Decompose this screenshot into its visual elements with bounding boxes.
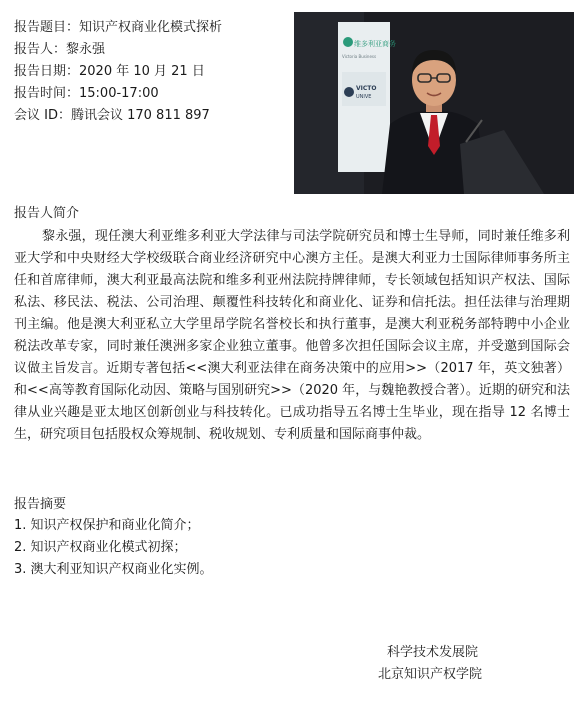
banner-text: 维多利亚商务 xyxy=(354,40,396,48)
abstract-item: 2. 知识产权商业化模式初探； xyxy=(14,540,187,555)
organizer-institute: 科学技术发展院 xyxy=(387,645,479,660)
report-time: 报告时间：15:00-17:00 xyxy=(14,86,159,101)
abstract-list xyxy=(14,515,213,581)
university-emblem-icon xyxy=(344,87,354,97)
report-speaker: 报告人：黎永强 xyxy=(14,42,106,57)
university-subtext: UNIVE xyxy=(356,94,372,100)
abstract-item: 1. 知识产权保护和商业化简介； xyxy=(14,518,200,533)
report-date: 报告日期：2020 年 10 月 21 日 xyxy=(14,64,205,79)
speaker-photo-illustration xyxy=(294,12,574,194)
banner-logo-icon xyxy=(343,37,353,47)
bio-text: 黎永强，现任澳大利亚维多利亚大学法律与司法学院研究员和博士生导师，同时兼任维多利亚大学和中央财经大学校级联合商业经济研究中心澳方主任。是澳大利亚力士国际律师事务所主任和首席律师，澳大利亚最高法院和维多利亚州法院持牌律师，专长领域包括知识产权法、国际私法、移民法、税法、公司治理、颠覆性科技转化和商业化、证券和信托法。担任法律与治理期刊主编。他是澳大利亚私立大学里昂学院名誉校长和执行董事，是澳大利亚税务部特聘中小企业税法改革专家，同时兼任澳洲多家企业独立董事。他曾多次担任国际会议主席，并受邀到国际会议做主旨发言。近期专著包括<<澳大利亚法律在商务决策中的应用>>（2017 年，英文独著）和<<高等教育国际化动因、策略与国别研究>>（2020 年，与魏艳教授合著）。近期的研究和法律从业兴趣是亚太地区创新创业与科技转化。已成功指导五名博士生毕业，现在指导 12 名博士生，研究项目包括股权众筹规制、税收规划、专利质量和国际商事仲裁。 xyxy=(14,229,570,442)
bio-heading: 报告人简介 xyxy=(14,206,80,221)
report-info xyxy=(14,17,284,127)
meeting-id: 会议 ID：腾讯会议 170 811 897 xyxy=(14,108,210,123)
banner-subtext: Victoria Business xyxy=(342,54,377,59)
speaker-photo xyxy=(294,12,574,194)
abstract-heading: 报告摘要 xyxy=(14,497,67,512)
abstract-item: 3. 澳大利亚知识产权商业化实例。 xyxy=(14,562,213,577)
university-text: VICTO xyxy=(356,85,377,92)
bio-section xyxy=(14,226,570,446)
organizer-school: 北京知识产权学院 xyxy=(378,667,483,682)
report-title: 报告题目：知识产权商业化模式探析 xyxy=(14,20,223,35)
